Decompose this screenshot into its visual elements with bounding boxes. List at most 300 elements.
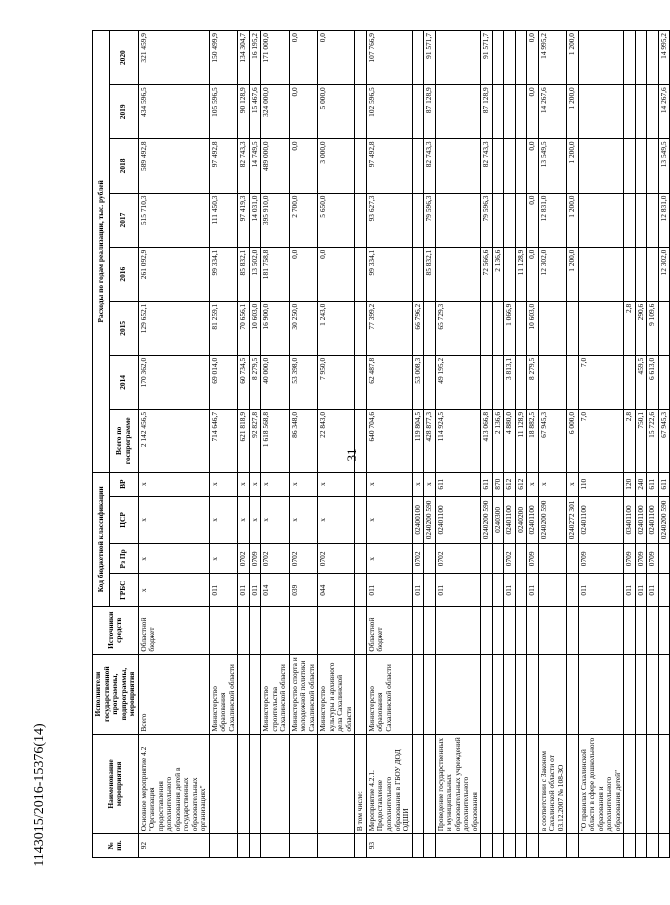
row-year-value [412, 85, 424, 139]
row-executor: Министерство культуры и архивного дела Сахалинской области [318, 654, 355, 734]
row-year-value [435, 193, 481, 247]
header-vr: ВР [109, 472, 138, 496]
row-year-value [578, 139, 624, 193]
header-budget-class: Код бюджетной классификации [93, 472, 110, 606]
row-year-value [635, 247, 647, 301]
header-csr: ЦСР [109, 496, 138, 544]
table-row [138, 31, 209, 858]
row-name [504, 734, 516, 834]
row-vr: 611 [647, 472, 659, 496]
row-year-value: 77 399,2 [366, 301, 412, 355]
row-vr: x [538, 472, 567, 496]
row-year-value [567, 301, 579, 355]
row-source [238, 606, 250, 654]
row-source [635, 606, 647, 654]
row-csr: 02401100 [504, 496, 516, 544]
table-row [424, 31, 436, 858]
row-name [635, 734, 647, 834]
budget-table-sheet [92, 30, 668, 858]
row-year-value [578, 193, 624, 247]
row-year-value [647, 247, 659, 301]
row-total: 4 880,0 [504, 409, 516, 472]
row-year-value [647, 85, 659, 139]
row-vr: x [567, 472, 579, 496]
row-executor [424, 654, 436, 734]
row-name: В том числе: [355, 734, 367, 834]
row-year-value: 0,0 [527, 31, 539, 85]
row-year-value [515, 193, 527, 247]
row-csr: x [318, 496, 355, 544]
row-source [318, 606, 355, 654]
row-number [635, 834, 647, 858]
row-vr: x [209, 472, 238, 496]
row-year-value: 7,0 [578, 355, 624, 409]
row-csr: 02400100 [412, 496, 424, 544]
row-year-value: 0,0 [527, 193, 539, 247]
row-year-value [435, 85, 481, 139]
header-year: 2014 [109, 355, 138, 409]
row-name [515, 734, 527, 834]
row-name: в соответствии с Законом Сахалинской области от 03.12.2007 № 108-ЗО [538, 734, 567, 834]
row-csr: 0240200 590 [658, 496, 670, 544]
row-year-value: 6 613,0 [647, 355, 659, 409]
row-year-value: 1 200,0 [567, 247, 579, 301]
row-number [578, 834, 624, 858]
row-number [289, 834, 318, 858]
row-year-value: 90 128,9 [238, 85, 250, 139]
row-rzpr: 0709 [635, 544, 647, 574]
header-year: 2016 [109, 247, 138, 301]
row-grbs [424, 574, 436, 606]
row-year-value: 1 066,9 [504, 301, 516, 355]
row-source [647, 606, 659, 654]
row-year-value: 66 796,2 [412, 301, 424, 355]
row-year-value [412, 31, 424, 85]
row-total: 18 882,5 [527, 409, 539, 472]
row-vr: 611 [658, 472, 670, 496]
row-vr: 110 [578, 472, 624, 496]
row-csr: 02401100 [647, 496, 659, 544]
row-vr [355, 472, 367, 496]
row-csr: 0240272 301 [567, 496, 579, 544]
row-executor [647, 654, 659, 734]
row-year-value: 171 000,0 [261, 31, 290, 85]
row-rzpr: 0702 [289, 544, 318, 574]
row-year-value: 85 832,1 [424, 247, 436, 301]
row-year-value [412, 247, 424, 301]
row-vr: x [289, 472, 318, 496]
row-number [209, 834, 238, 858]
row-vr: 611 [481, 472, 493, 496]
row-rzpr [538, 544, 567, 574]
row-year-value: 8 279,5 [249, 355, 261, 409]
row-rzpr [515, 544, 527, 574]
row-year-value: 3 813,1 [504, 355, 516, 409]
row-year-value: 65 729,3 [435, 301, 481, 355]
row-total: 750,1 [635, 409, 647, 472]
row-year-value: 87 128,9 [424, 85, 436, 139]
row-csr: 02401100 [578, 496, 624, 544]
row-csr: x [209, 496, 238, 544]
row-vr: 611 [435, 472, 481, 496]
row-executor [481, 654, 493, 734]
table-row [538, 31, 567, 858]
row-year-value: 1 243,0 [318, 301, 355, 355]
table-row [238, 31, 250, 858]
row-source [412, 606, 424, 654]
page-number: 31 [344, 448, 359, 462]
row-name: "О правилах Сахалинской области в сфере дошкольного образования и дополнительного образования детей" [578, 734, 624, 834]
row-csr: 03401100 [624, 496, 636, 544]
table-row [435, 31, 481, 858]
row-year-value: 12 302,0 [658, 247, 670, 301]
row-year-value [624, 139, 636, 193]
row-year-value [504, 85, 516, 139]
table-row [492, 31, 504, 858]
row-name [249, 734, 261, 834]
row-source [504, 606, 516, 654]
row-year-value [424, 301, 436, 355]
row-year-value: 82 743,3 [424, 139, 436, 193]
row-name [238, 734, 250, 834]
row-year-value: 12 831,0 [658, 193, 670, 247]
row-name [567, 734, 579, 834]
row-rzpr: x [209, 544, 238, 574]
row-total: 640 704,6 [366, 409, 412, 472]
row-year-value: 0,0 [318, 247, 355, 301]
row-year-value: 1 200,0 [567, 31, 579, 85]
row-rzpr: 0702 [238, 544, 250, 574]
row-number [412, 834, 424, 858]
row-total: 621 818,9 [238, 409, 250, 472]
row-year-value [492, 355, 504, 409]
row-year-value [492, 301, 504, 355]
row-grbs: 011 [249, 574, 261, 606]
row-vr: x [318, 472, 355, 496]
row-year-value [578, 85, 624, 139]
row-grbs [492, 574, 504, 606]
row-name: Основное мероприятие 4.2 "Организация предоставления дополнительного образования детей в государственных образовательных организациях" [138, 734, 209, 834]
row-source [624, 606, 636, 654]
row-year-value [492, 85, 504, 139]
row-year-value: 97 492,8 [209, 139, 238, 193]
row-year-value [412, 193, 424, 247]
row-year-value [492, 193, 504, 247]
row-source: Областной бюджет [366, 606, 412, 654]
table-row [289, 31, 318, 858]
row-year-value: 40 000,0 [261, 355, 290, 409]
row-executor [658, 654, 670, 734]
row-year-value: 30 250,0 [289, 301, 318, 355]
row-rzpr: 0709 [578, 544, 624, 574]
table-body [138, 31, 670, 858]
row-rzpr [355, 544, 367, 574]
row-year-value: 2 700,0 [289, 193, 318, 247]
row-year-value: 0,0 [527, 139, 539, 193]
row-year-value: 14 267,6 [538, 85, 567, 139]
row-total: 6 000,0 [567, 409, 579, 472]
row-grbs: 011 [435, 574, 481, 606]
table-row [527, 31, 539, 858]
row-year-value: 434 596,5 [138, 85, 209, 139]
row-year-value [481, 301, 493, 355]
row-vr: x [424, 472, 436, 496]
row-year-value: 70 656,1 [238, 301, 250, 355]
row-grbs: 039 [289, 574, 318, 606]
row-csr: 0240200 590 [538, 496, 567, 544]
row-year-value [355, 193, 367, 247]
row-source [435, 606, 481, 654]
row-year-value: 150 499,9 [209, 31, 238, 85]
row-source [567, 606, 579, 654]
row-year-value: 1 200,0 [567, 193, 579, 247]
row-name [624, 734, 636, 834]
row-rzpr: x [138, 544, 209, 574]
row-year-value [578, 301, 624, 355]
row-name [209, 734, 238, 834]
row-total: 114 924,5 [435, 409, 481, 472]
row-year-value: 79 596,3 [481, 193, 493, 247]
row-source [209, 606, 238, 654]
row-year-value [435, 139, 481, 193]
row-year-value: 91 571,7 [424, 31, 436, 85]
row-executor [515, 654, 527, 734]
row-total: 714 646,7 [209, 409, 238, 472]
row-csr: 02401100 [527, 496, 539, 544]
row-year-value [624, 355, 636, 409]
row-grbs [481, 574, 493, 606]
row-executor: Всего [138, 654, 209, 734]
row-rzpr: 0702 [412, 544, 424, 574]
row-total: 67 945,3 [538, 409, 567, 472]
row-year-value: 99 334,1 [209, 247, 238, 301]
row-year-value [355, 247, 367, 301]
row-executor [527, 654, 539, 734]
row-vr: x [527, 472, 539, 496]
row-vr: x [238, 472, 250, 496]
row-source [578, 606, 624, 654]
row-number: 93 [366, 834, 412, 858]
row-year-value [504, 139, 516, 193]
row-number: 92 [138, 834, 209, 858]
row-year-value: 99 334,1 [366, 247, 412, 301]
row-csr: x [261, 496, 290, 544]
row-executor [238, 654, 250, 734]
row-year-value [635, 31, 647, 85]
row-year-value [567, 355, 579, 409]
row-year-value [355, 355, 367, 409]
row-year-value: 489 000,0 [261, 139, 290, 193]
row-rzpr [424, 544, 436, 574]
row-number [504, 834, 516, 858]
row-source: Областной бюджет [138, 606, 209, 654]
row-number [355, 834, 367, 858]
row-year-value: 12 302,0 [538, 247, 567, 301]
table-row [366, 31, 412, 858]
row-year-value [635, 139, 647, 193]
row-vr: 240 [635, 472, 647, 496]
row-number [249, 834, 261, 858]
row-year-value: 2,8 [624, 301, 636, 355]
row-year-value: 5 650,0 [318, 193, 355, 247]
row-year-value [435, 31, 481, 85]
row-executor: Министерство строительства Сахалинской области [261, 654, 290, 734]
row-year-value [492, 139, 504, 193]
row-year-value: 1 200,0 [567, 85, 579, 139]
row-year-value: 97 492,8 [366, 139, 412, 193]
row-rzpr: 0702 [504, 544, 516, 574]
row-year-value: 81 259,1 [209, 301, 238, 355]
row-executor [624, 654, 636, 734]
row-year-value [515, 85, 527, 139]
row-year-value: 9 109,6 [647, 301, 659, 355]
row-rzpr: 0702 [318, 544, 355, 574]
row-executor [504, 654, 516, 734]
row-total: 1 618 568,8 [261, 409, 290, 472]
row-year-value: 14 267,6 [658, 85, 670, 139]
row-grbs: 011 [647, 574, 659, 606]
row-rzpr: 0702 [435, 544, 481, 574]
row-year-value: 14 031,0 [249, 193, 261, 247]
row-rzpr: 0709 [249, 544, 261, 574]
row-vr: 120 [624, 472, 636, 496]
row-year-value [515, 139, 527, 193]
row-year-value: 13 502,0 [249, 247, 261, 301]
row-csr: x [366, 496, 412, 544]
row-rzpr: 0709 [624, 544, 636, 574]
row-name [412, 734, 424, 834]
row-year-value [647, 193, 659, 247]
row-year-value: 12 831,0 [538, 193, 567, 247]
row-number [624, 834, 636, 858]
row-grbs [355, 574, 367, 606]
table-row [567, 31, 579, 858]
row-year-value: 53 398,0 [289, 355, 318, 409]
budget-table [92, 30, 670, 858]
header-grbs: ГРБС [109, 574, 138, 606]
row-number [658, 834, 670, 858]
row-csr: 0240200 [515, 496, 527, 544]
row-total: 119 804,5 [412, 409, 424, 472]
row-vr: x [261, 472, 290, 496]
header-year: 2018 [109, 139, 138, 193]
row-csr: 0240300 [492, 496, 504, 544]
table-row [624, 31, 636, 858]
row-year-value: 13 549,5 [658, 139, 670, 193]
row-year-value: 290,6 [635, 301, 647, 355]
row-year-value [355, 139, 367, 193]
row-executor [492, 654, 504, 734]
row-year-value: 7 950,0 [318, 355, 355, 409]
row-source [515, 606, 527, 654]
row-year-value: 0,0 [289, 85, 318, 139]
row-name [318, 734, 355, 834]
row-year-value: 459,5 [635, 355, 647, 409]
row-year-value [624, 85, 636, 139]
row-year-value [635, 193, 647, 247]
row-year-value [424, 355, 436, 409]
row-csr: 0240200 590 [481, 496, 493, 544]
table-row [647, 31, 659, 858]
row-year-value [504, 193, 516, 247]
row-total: 7,0 [578, 409, 624, 472]
row-total: 413 066,8 [481, 409, 493, 472]
row-year-value: 107 766,9 [366, 31, 412, 85]
row-executor [538, 654, 567, 734]
row-year-value: 87 128,9 [481, 85, 493, 139]
row-executor [355, 654, 367, 734]
row-year-value: 14 749,5 [249, 139, 261, 193]
row-year-value: 261 092,9 [138, 247, 209, 301]
row-rzpr [492, 544, 504, 574]
row-source [249, 606, 261, 654]
row-grbs: 011 [209, 574, 238, 606]
table-row [515, 31, 527, 858]
row-rzpr: 0702 [261, 544, 290, 574]
row-number [492, 834, 504, 858]
row-total: 2 136,6 [492, 409, 504, 472]
row-total: 15 722,6 [647, 409, 659, 472]
row-year-value: 170 362,0 [138, 355, 209, 409]
row-year-value: 72 566,6 [481, 247, 493, 301]
row-source [355, 606, 367, 654]
row-vr: x [412, 472, 424, 496]
row-year-value [647, 139, 659, 193]
row-number [424, 834, 436, 858]
row-grbs: 011 [578, 574, 624, 606]
row-number [515, 834, 527, 858]
row-year-value: 589 492,8 [138, 139, 209, 193]
row-csr [355, 496, 367, 544]
row-year-value: 14 995,2 [658, 31, 670, 85]
row-rzpr [567, 544, 579, 574]
row-year-value [624, 193, 636, 247]
row-grbs [658, 574, 670, 606]
row-total: 428 877,3 [424, 409, 436, 472]
row-grbs [567, 574, 579, 606]
row-name: Проведение государственных и муниципальных образовательных учреждений дополнительного образования [435, 734, 481, 834]
header-year: 2017 [109, 193, 138, 247]
row-year-value [578, 31, 624, 85]
row-source [481, 606, 493, 654]
row-year-value: 97 419,3 [238, 193, 250, 247]
header-year: 2019 [109, 85, 138, 139]
table-row [578, 31, 624, 858]
row-source [289, 606, 318, 654]
row-year-value: 0,0 [289, 247, 318, 301]
row-year-value [355, 85, 367, 139]
row-name [481, 734, 493, 834]
row-year-value [635, 85, 647, 139]
row-grbs: 011 [366, 574, 412, 606]
row-year-value [492, 31, 504, 85]
header-year: 2020 [109, 31, 138, 85]
row-name [527, 734, 539, 834]
row-rzpr [658, 544, 670, 574]
row-grbs: 011 [527, 574, 539, 606]
row-year-value [515, 355, 527, 409]
row-source [527, 606, 539, 654]
row-source [658, 606, 670, 654]
header-year: 2015 [109, 301, 138, 355]
row-number [318, 834, 355, 858]
row-year-value: 181 758,8 [261, 247, 290, 301]
row-total: 11 128,9 [515, 409, 527, 472]
row-number [261, 834, 290, 858]
row-year-value: 3 000,0 [318, 139, 355, 193]
row-executor: Министерство образования Сахалинской области [366, 654, 412, 734]
row-source [492, 606, 504, 654]
